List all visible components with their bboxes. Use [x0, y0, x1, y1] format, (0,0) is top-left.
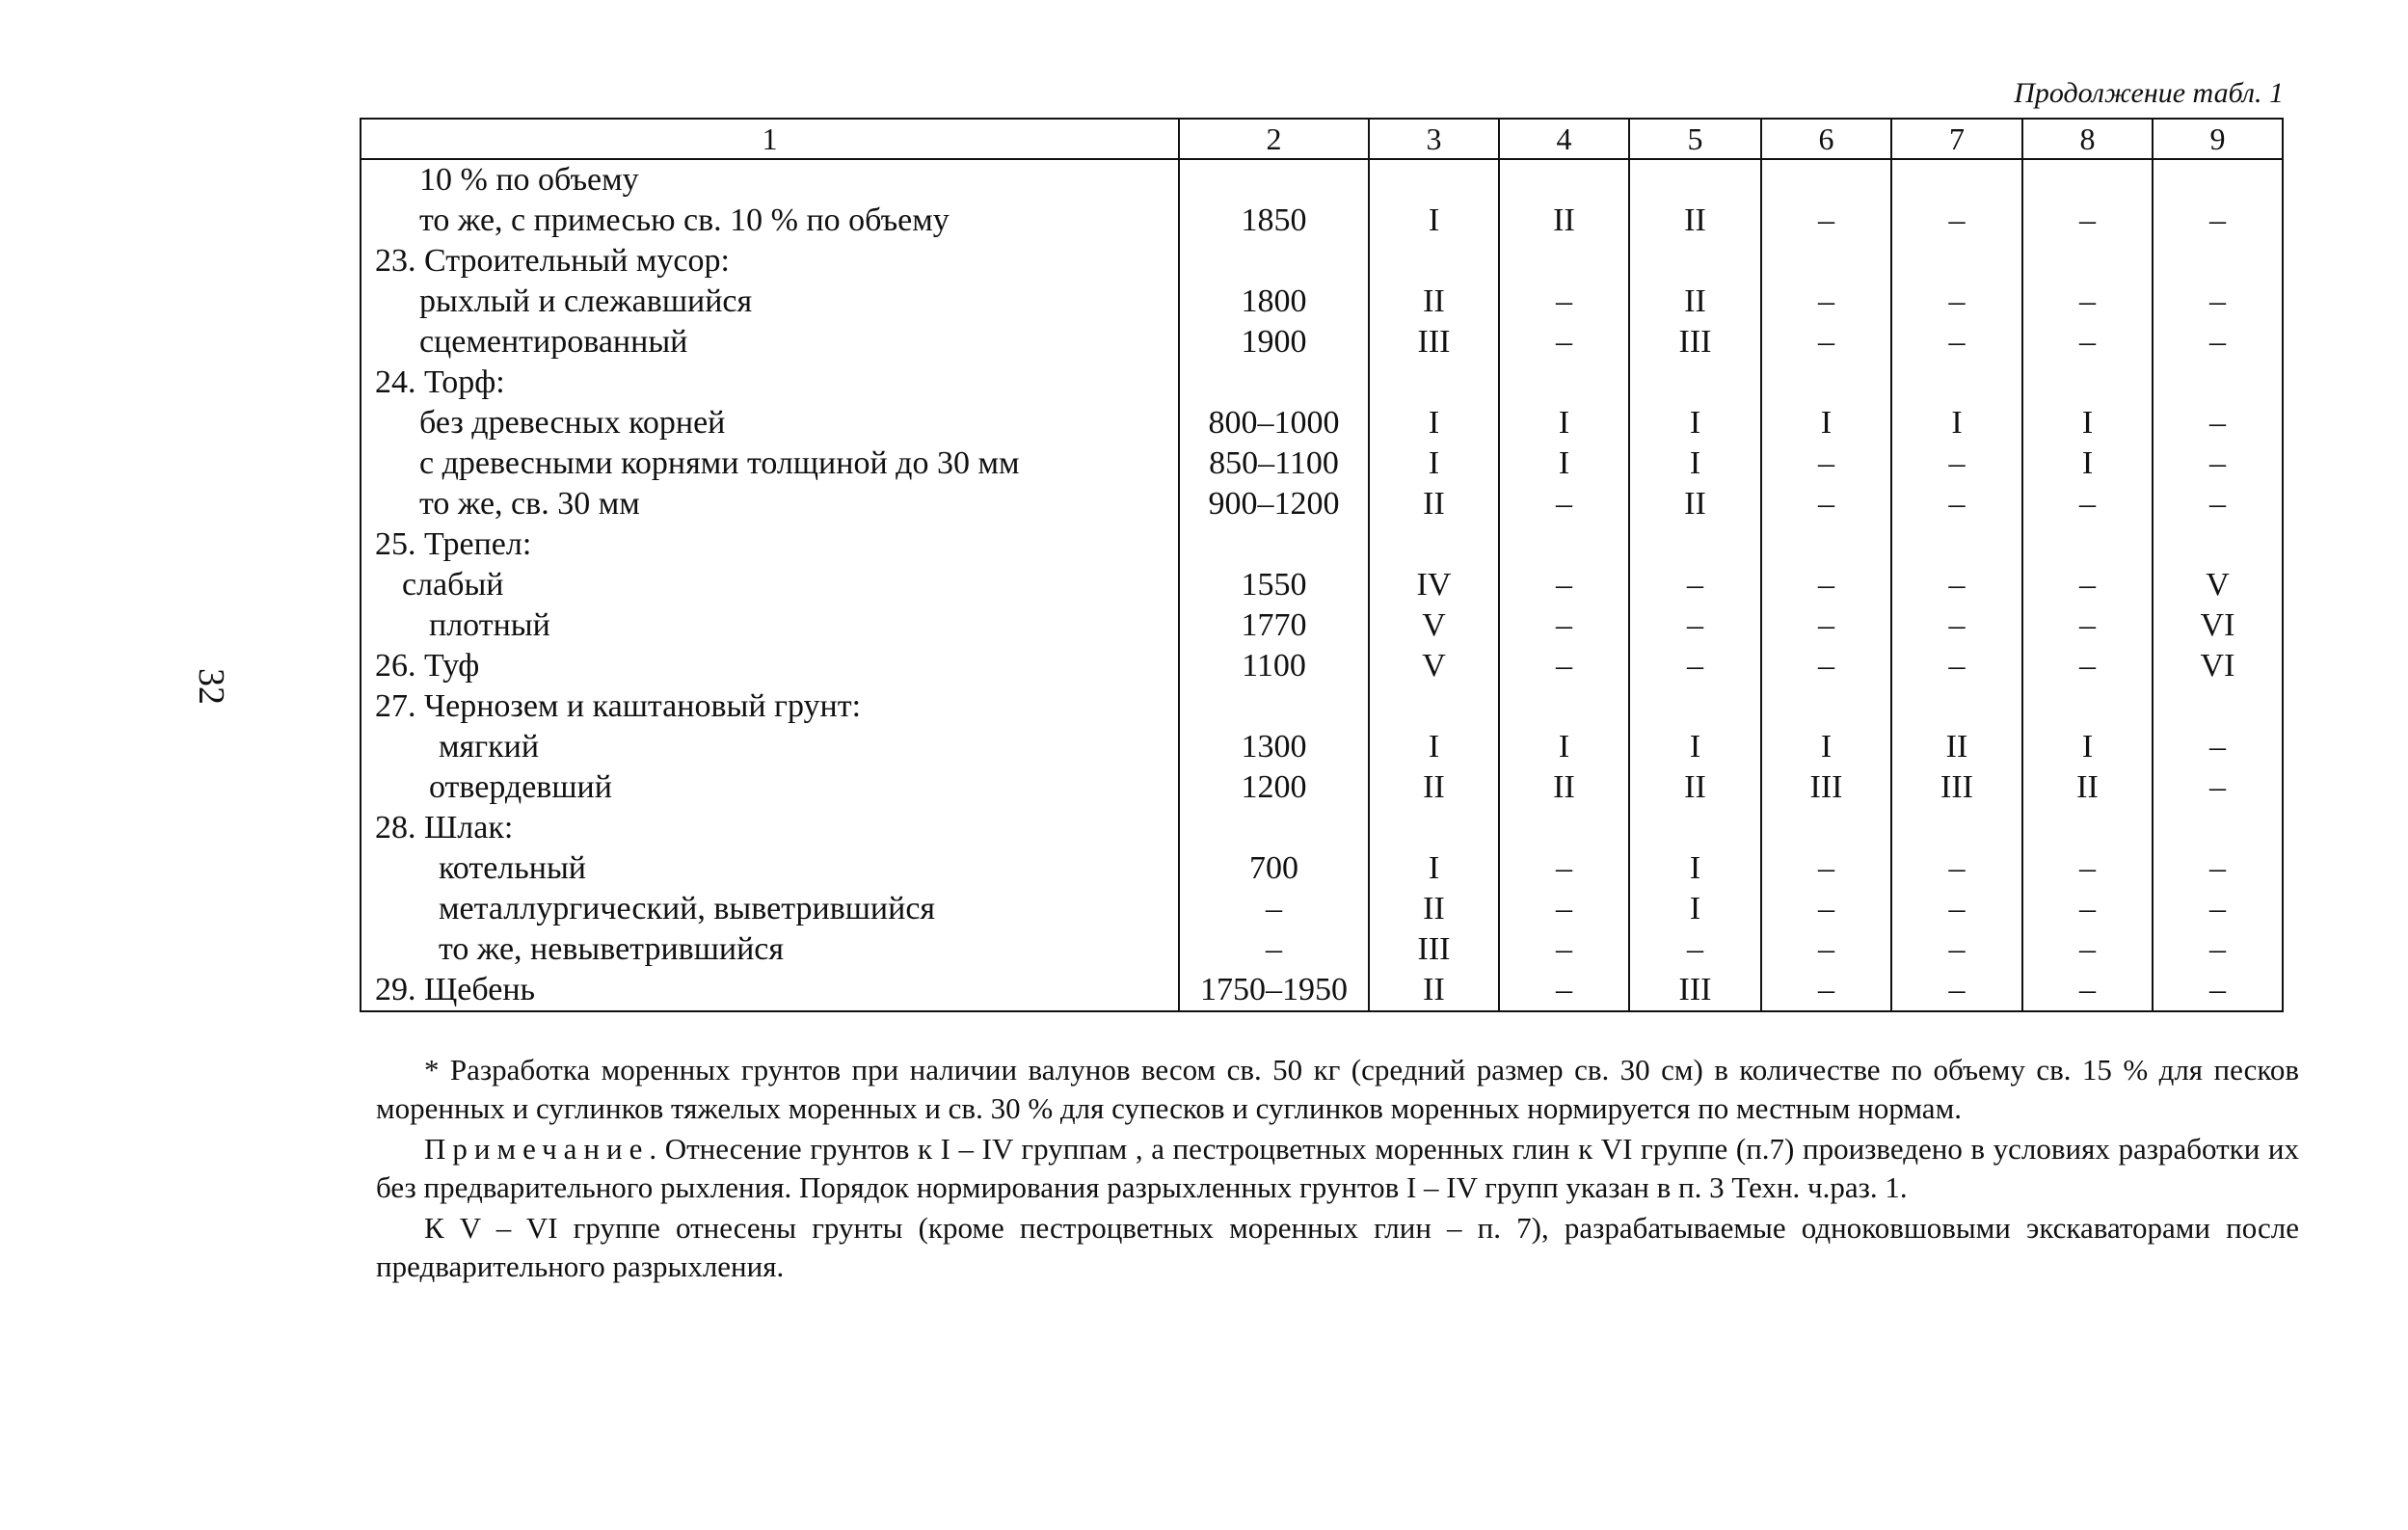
- column-header: 9: [2153, 119, 2283, 159]
- density-cell: 1850: [1179, 201, 1369, 241]
- group-cell: II: [1629, 282, 1761, 322]
- group-cell: –: [1891, 322, 2022, 362]
- group-cell: –: [2153, 201, 2283, 241]
- group-cell: –: [2153, 889, 2283, 929]
- group-cell: –: [1499, 646, 1629, 686]
- group-cell: –: [1761, 443, 1891, 484]
- group-cell: II: [1891, 727, 2022, 767]
- group-cell: II: [1499, 767, 1629, 808]
- table-row: [361, 524, 2283, 565]
- table-row: [361, 646, 2283, 686]
- group-cell: V: [1369, 646, 1499, 686]
- density-cell: [1179, 159, 1369, 201]
- group-cell: –: [1629, 646, 1761, 686]
- group-cell: [2153, 241, 2283, 282]
- group-cell: –: [2153, 282, 2283, 322]
- soil-name-cell: 23. Строительный мусор:: [361, 241, 1179, 282]
- group-cell: –: [2153, 484, 2283, 524]
- group-cell: [1761, 241, 1891, 282]
- soil-name-cell: 28. Шлак:: [361, 808, 1179, 848]
- group-cell: I: [1369, 848, 1499, 889]
- group-cell: –: [2153, 767, 2283, 808]
- group-cell: –: [1761, 889, 1891, 929]
- table-row: [361, 605, 2283, 646]
- group-cell: [1761, 362, 1891, 403]
- group-cell: [2153, 362, 2283, 403]
- group-cell: [1891, 362, 2022, 403]
- group-cell: [1499, 686, 1629, 727]
- group-cell: –: [2022, 322, 2153, 362]
- group-cell: [1761, 159, 1891, 201]
- density-cell: 1800: [1179, 282, 1369, 322]
- group-cell: I: [1891, 403, 2022, 443]
- group-cell: –: [2153, 929, 2283, 970]
- group-cell: [2022, 686, 2153, 727]
- group-cell: [2153, 159, 2283, 201]
- group-cell: III: [1891, 767, 2022, 808]
- soil-name-cell: 26. Туф: [361, 646, 1179, 686]
- density-cell: 1770: [1179, 605, 1369, 646]
- group-cell: –: [2022, 970, 2153, 1011]
- note-paragraph: [376, 1130, 2299, 1207]
- group-cell: –: [1891, 605, 2022, 646]
- density-cell: 1200: [1179, 767, 1369, 808]
- group-cell: –: [1761, 605, 1891, 646]
- group-cell: [1369, 686, 1499, 727]
- table-row: [361, 443, 2283, 484]
- group-cell: [2153, 808, 2283, 848]
- group-cell: I: [2022, 443, 2153, 484]
- density-cell: –: [1179, 889, 1369, 929]
- group-cell: –: [2022, 484, 2153, 524]
- density-cell: 700: [1179, 848, 1369, 889]
- density-cell: 1550: [1179, 565, 1369, 605]
- group-cell: [1369, 808, 1499, 848]
- group-cell: [1499, 362, 1629, 403]
- density-cell: [1179, 241, 1369, 282]
- group-cell: [2022, 808, 2153, 848]
- group-cell: –: [1891, 201, 2022, 241]
- group-cell: –: [1499, 484, 1629, 524]
- group-cell: [1499, 808, 1629, 848]
- column-header: 1: [361, 119, 1179, 159]
- group-cell: –: [1891, 443, 2022, 484]
- density-cell: 1750–1950: [1179, 970, 1369, 1011]
- soil-name-cell: то же, с примесью св. 10 % по объему: [361, 201, 1179, 241]
- group-cell: –: [1891, 646, 2022, 686]
- group-cell: –: [1761, 970, 1891, 1011]
- table-row: [361, 929, 2283, 970]
- group-cell: [1629, 241, 1761, 282]
- soil-name-cell: котельный: [361, 848, 1179, 889]
- soil-name-cell: рыхлый и слежавшийся: [361, 282, 1179, 322]
- group-cell: I: [1499, 727, 1629, 767]
- group-cell: I: [1629, 443, 1761, 484]
- group-cell: I: [1499, 443, 1629, 484]
- group-cell: –: [2153, 443, 2283, 484]
- group-cell: –: [1891, 565, 2022, 605]
- group-cell: –: [2153, 970, 2283, 1011]
- group-cell: I: [1369, 403, 1499, 443]
- group-cell: [2022, 524, 2153, 565]
- page-number: 32: [191, 668, 231, 705]
- group-cell: –: [1761, 201, 1891, 241]
- group-cell: [2022, 241, 2153, 282]
- soil-name-cell: с древесными корнями толщиной до 30 мм: [361, 443, 1179, 484]
- footnote: * Разработка моренных грунтов при наличии валунов весом св. 50 кг (средний размер св. 30 см) в количестве по объему св. 15 % для песков моренных и суглинков тяжелых моренных и св. 30 % для супесков и суглинков моренных нормируется по местным нормам.: [376, 1053, 2299, 1125]
- table-row: [361, 727, 2283, 767]
- group-cell: [1369, 362, 1499, 403]
- group-cell: [2022, 362, 2153, 403]
- column-header: 6: [1761, 119, 1891, 159]
- group-cell: –: [1761, 929, 1891, 970]
- density-cell: [1179, 686, 1369, 727]
- group-cell: –: [1499, 889, 1629, 929]
- group-cell: [1629, 362, 1761, 403]
- group-cell: I: [1629, 403, 1761, 443]
- group-cell: IV: [1369, 565, 1499, 605]
- group-cell: –: [1761, 848, 1891, 889]
- group-cell: III: [1629, 970, 1761, 1011]
- table-row: [361, 686, 2283, 727]
- group-cell: –: [1891, 848, 2022, 889]
- density-cell: 800–1000: [1179, 403, 1369, 443]
- group-cell: [2022, 159, 2153, 201]
- group-cell: –: [2153, 322, 2283, 362]
- note-label: Примечание: [424, 1132, 650, 1166]
- table-row: [361, 282, 2283, 322]
- group-cell: II: [1369, 970, 1499, 1011]
- density-cell: 900–1200: [1179, 484, 1369, 524]
- group-cell: [1629, 159, 1761, 201]
- group-cell: V: [1369, 605, 1499, 646]
- group-cell: –: [2022, 565, 2153, 605]
- soil-name-cell: отвердевший: [361, 767, 1179, 808]
- group-cell: [1891, 686, 2022, 727]
- group-cell: II: [1629, 201, 1761, 241]
- group-cell: II: [1369, 484, 1499, 524]
- table-row: [361, 362, 2283, 403]
- group-cell: [1629, 524, 1761, 565]
- group-cell: [1629, 808, 1761, 848]
- table-row: [361, 848, 2283, 889]
- group-cell: [1761, 808, 1891, 848]
- group-cell: V: [2153, 565, 2283, 605]
- group-cell: I: [1629, 889, 1761, 929]
- group-cell: III: [1629, 322, 1761, 362]
- group-cell: I: [1761, 403, 1891, 443]
- column-header: 7: [1891, 119, 2022, 159]
- table-row: [361, 403, 2283, 443]
- group-cell: I: [1369, 443, 1499, 484]
- group-cell: –: [1499, 565, 1629, 605]
- group-cell: –: [2153, 403, 2283, 443]
- group-cell: II: [1499, 201, 1629, 241]
- soil-name-cell: металлургический, выветрившийся: [361, 889, 1179, 929]
- column-header: 3: [1369, 119, 1499, 159]
- group-cell: [1629, 686, 1761, 727]
- group-cell: I: [1369, 727, 1499, 767]
- group-cell: I: [1499, 403, 1629, 443]
- soil-name-cell: 25. Трепел:: [361, 524, 1179, 565]
- table-row: [361, 201, 2283, 241]
- soil-name-cell: 29. Щебень: [361, 970, 1179, 1011]
- group-cell: VI: [2153, 605, 2283, 646]
- group-cell: –: [2022, 201, 2153, 241]
- table-row: [361, 241, 2283, 282]
- group-cell: –: [1499, 848, 1629, 889]
- group-cell: –: [2022, 282, 2153, 322]
- soil-name-cell: 10 % по объему: [361, 159, 1179, 201]
- group-cell: –: [2022, 646, 2153, 686]
- group-cell: –: [1761, 565, 1891, 605]
- soil-name-cell: плотный: [361, 605, 1179, 646]
- group-cell: –: [1499, 282, 1629, 322]
- group-cell: –: [1499, 970, 1629, 1011]
- group-cell: I: [1369, 201, 1499, 241]
- group-cell: –: [2153, 848, 2283, 889]
- density-cell: [1179, 808, 1369, 848]
- table-row: [361, 808, 2283, 848]
- soil-name-cell: без древесных корней: [361, 403, 1179, 443]
- group-cell: [1761, 686, 1891, 727]
- group-cell: –: [1629, 929, 1761, 970]
- continuation-label: Продолжение табл. 1: [2014, 77, 2284, 109]
- group-cell: –: [1499, 929, 1629, 970]
- group-cell: –: [1499, 605, 1629, 646]
- soil-name-cell: 27. Чернозем и каштановый грунт:: [361, 686, 1179, 727]
- group-cell: II: [1369, 889, 1499, 929]
- group-cell: –: [2153, 727, 2283, 767]
- density-cell: 1900: [1179, 322, 1369, 362]
- group-cell: [1499, 241, 1629, 282]
- group-cell: II: [1629, 484, 1761, 524]
- group-cell: –: [1761, 322, 1891, 362]
- group-cell: –: [1629, 605, 1761, 646]
- group-cell: –: [2022, 848, 2153, 889]
- density-cell: 1100: [1179, 646, 1369, 686]
- group-cell: –: [2022, 889, 2153, 929]
- group-cell: –: [2022, 605, 2153, 646]
- group-cell: I: [2022, 403, 2153, 443]
- group-cell: [1891, 241, 2022, 282]
- group-cell: [1891, 524, 2022, 565]
- group-cell: –: [1499, 322, 1629, 362]
- soil-groups-table: [360, 118, 2284, 1012]
- group-cell: I: [1629, 727, 1761, 767]
- table-header-row: [361, 119, 2283, 159]
- table-row: [361, 767, 2283, 808]
- group-cell: [1891, 808, 2022, 848]
- group-cell: III: [1369, 929, 1499, 970]
- group-cell: –: [1761, 484, 1891, 524]
- column-header: 4: [1499, 119, 1629, 159]
- group-cell: [2153, 524, 2283, 565]
- group-cell: [1499, 524, 1629, 565]
- soil-name-cell: мягкий: [361, 727, 1179, 767]
- group-cell: –: [1761, 646, 1891, 686]
- group-cell: [1499, 159, 1629, 201]
- group-cell: –: [1891, 929, 2022, 970]
- note-paragraph-2: К V – VI группе отнесены грунты (кроме пестроцветных моренных глин – п. 7), разрабатываемые одноковшовыми экскаваторами после предварительного разрыхления.: [376, 1211, 2299, 1283]
- group-cell: –: [2022, 929, 2153, 970]
- table-row: [361, 565, 2283, 605]
- group-cell: –: [1761, 282, 1891, 322]
- group-cell: II: [1629, 767, 1761, 808]
- group-cell: II: [2022, 767, 2153, 808]
- soil-name-cell: сцементированный: [361, 322, 1179, 362]
- group-cell: II: [1369, 282, 1499, 322]
- group-cell: III: [1761, 767, 1891, 808]
- group-cell: III: [1369, 322, 1499, 362]
- density-cell: –: [1179, 929, 1369, 970]
- soil-name-cell: 24. Торф:: [361, 362, 1179, 403]
- group-cell: I: [1761, 727, 1891, 767]
- group-cell: VI: [2153, 646, 2283, 686]
- density-cell: [1179, 524, 1369, 565]
- soil-name-cell: то же, невыветрившийся: [361, 929, 1179, 970]
- table-row: [361, 159, 2283, 201]
- group-cell: [1369, 159, 1499, 201]
- table-row: [361, 484, 2283, 524]
- column-header: 2: [1179, 119, 1369, 159]
- density-cell: 1300: [1179, 727, 1369, 767]
- group-cell: II: [1369, 767, 1499, 808]
- group-cell: [1761, 524, 1891, 565]
- density-cell: [1179, 362, 1369, 403]
- table-row: [361, 322, 2283, 362]
- group-cell: –: [1891, 282, 2022, 322]
- group-cell: –: [1891, 889, 2022, 929]
- group-cell: –: [1891, 484, 2022, 524]
- group-cell: [1369, 241, 1499, 282]
- table-row: [361, 889, 2283, 929]
- group-cell: I: [2022, 727, 2153, 767]
- column-header: 5: [1629, 119, 1761, 159]
- column-header: 8: [2022, 119, 2153, 159]
- notes-block: [376, 1051, 2299, 1288]
- density-cell: 850–1100: [1179, 443, 1369, 484]
- note-text: . Отнесение грунтов к I – IV группам , а пестроцветных моренных глин к VI группе (п.7) произведено в условиях разработки их без предварительного рыхления. Порядок нормирования разрыхленных грунтов I – IV групп указан в п. 3 Техн. ч.раз. 1.: [376, 1132, 2299, 1204]
- group-cell: –: [1891, 970, 2022, 1011]
- group-cell: [2153, 686, 2283, 727]
- group-cell: –: [1629, 565, 1761, 605]
- table-row: [361, 970, 2283, 1011]
- soil-name-cell: то же, св. 30 мм: [361, 484, 1179, 524]
- soil-name-cell: слабый: [361, 565, 1179, 605]
- group-cell: [1369, 524, 1499, 565]
- group-cell: [1891, 159, 2022, 201]
- group-cell: I: [1629, 848, 1761, 889]
